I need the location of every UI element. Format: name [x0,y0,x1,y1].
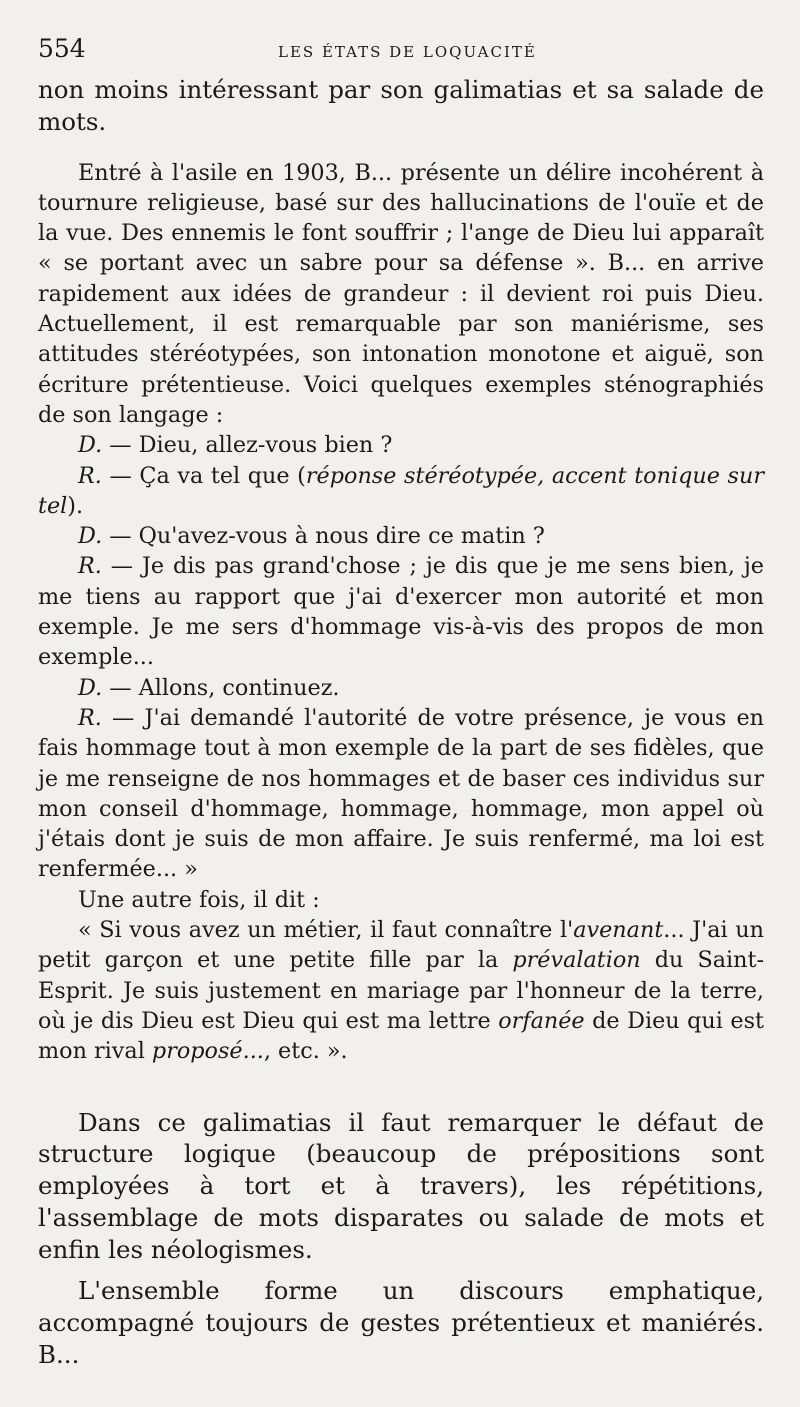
speaker-label: R. [78,553,102,580]
running-head: LES ÉTATS DE LOQUACITÉ [278,43,537,61]
dialogue-line [38,521,764,551]
quote-italic: prévalation [512,947,641,974]
page-number: 554 [38,34,86,63]
quote-italic: proposé... [151,1038,264,1065]
intro-paragraph: non moins intéressant par son galimatias et sa salade de mots. [38,75,764,136]
quote-paragraph [38,915,764,1066]
speaker-label: R. [78,704,102,731]
dialogue-text: — J'ai demandé l'autorité de votre présence, je vous en fais hommage tout à mon exemple de la part de ses fidèles, que je me renseigne de nos hommages et de baser ces individus sur mon conseil d'hommage, hommage, hommage, mon appel où j'étais dont je suis de mon affaire. Je suis renfermé, ma loi est renfermée... » [38,704,764,883]
quote-text: de Dieu qui est mon rival [38,1007,764,1065]
quote-text: ... J'ai un petit garçon et une petite fille par la [38,917,765,974]
speaker-label: D. [78,674,103,701]
speaker-label: R. [78,462,102,489]
intro-block [38,74,764,138]
speaker-label: D. [78,523,103,550]
dialogue-text: — Qu'avez-vous à nous dire ce matin ? [102,523,545,550]
dialogue-italic-note: réponse stéréotypée, accent tonique sur tel [38,462,764,519]
dialogue-line [38,430,764,460]
closing-paragraph: L'ensemble forme un discours emphatique, accompagné toujours de gestes prétentieux et maniérés. B... [38,1276,764,1370]
dialogue-text-after: ). [67,492,84,519]
page-header [38,34,764,74]
quote-text: du Saint-Esprit. Je suis justement en mariage par l'honneur de la terre, où je dis Dieu est Dieu qui est ma lettre [38,947,764,1034]
dialogue-line [38,551,764,672]
dialogue-line [38,461,764,522]
speaker-label: D. [78,432,103,459]
case-paragraph: Entré à l'asile en 1903, B... présente un délire incohérent à tournure religieuse, basé sur des hallucinations de l'ouïe et de la vue. Des ennemis le font souffrir ; l'ange de Dieu lui apparaît « se portant avec un sabre pour sa défense ». B... en arrive rapidement aux idées de grandeur : il devient roi puis Dieu. Actuellement, il est remarquable par son maniérisme, ses attitudes stéréotypées, son intonation monotone et aiguë, son écriture prétentieuse. Voici quelques exemples sténographiés de son langage : [38,159,764,428]
dialogue-text: — Je dis pas grand'chose ; je dis que je me sens bien, je me tiens au rapport que j'ai d'exercer mon autorité et mon exemple. Je me sers d'hommage vis-à-vis des propos de mon exemple... [38,553,764,671]
quote-text: « Si vous avez un métier, il faut connaître l' [78,917,574,944]
other-intro-line: Une autre fois, il dit : [78,886,320,913]
dialogue-text: — Ça va tel que ( [101,462,306,489]
quote-italic: avenant [573,917,664,944]
analysis-paragraph: Dans ce galimatias il faut remarquer le défaut de structure logique (beaucoup de prépositions sont employées à tort et à travers), les répétitions, l'assemblage de mots disparates ou salade de mots et enfin les néologismes. [38,1107,764,1264]
case-report [38,158,764,1067]
dialogue-line [38,673,764,703]
quote-text: , etc. ». [263,1038,348,1065]
dialogue-text: — Allons, continuez. [102,674,340,701]
quote-italic: orfanée [498,1007,585,1034]
dialogue-line [38,703,764,885]
dialogue-text: — Dieu, allez-vous bien ? [102,432,393,459]
analysis-block [38,1107,764,1371]
